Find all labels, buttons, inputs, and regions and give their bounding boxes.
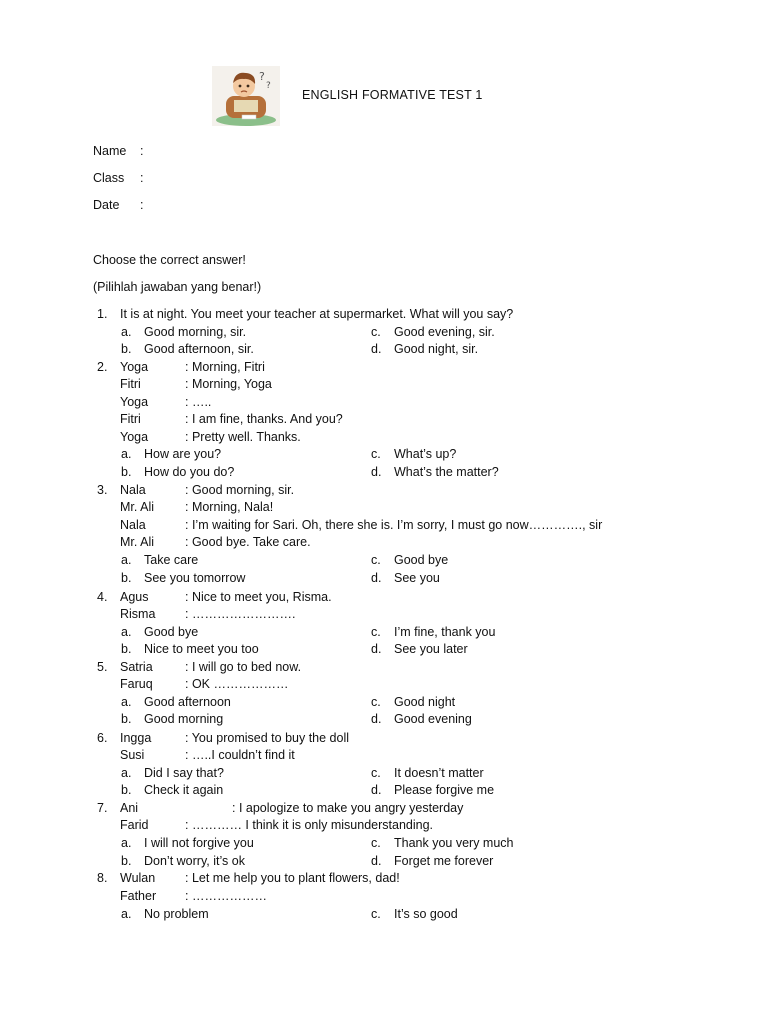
class-colon: : [140,171,144,185]
dialog-line: : …..I couldn’t find it [185,748,295,762]
dialog-speaker: Faruq [120,677,153,691]
dialog-line: : Good morning, sir. [185,483,295,497]
dialog-speaker: Agus [120,590,149,604]
dialog-line: : I’m waiting for Sari. Oh, there she is. I’m sorry, I must go now…………., sir [185,518,603,532]
dialog-speaker: Nala [120,483,146,497]
dialog-line: : Morning, Nala! [185,500,274,514]
option-b[interactable]: b. Check it again [121,783,224,797]
svg-text:?: ? [259,70,265,83]
date-colon: : [140,198,144,212]
class-label: Class [93,171,125,185]
question-number: 5. [97,660,108,674]
option-d[interactable]: d. Good night, sir. [371,342,479,356]
dialog-line: : Nice to meet you, Risma. [185,590,332,604]
dialog-line: : OK ……………… [185,677,289,691]
dialog-speaker: Mr. Ali [120,535,155,549]
date-label: Date [93,198,120,212]
date-field[interactable] [93,198,143,212]
dialog-line: : ……………… [185,889,267,903]
dialog-speaker: Father [120,889,157,903]
option-a[interactable]: a. I will not forgive you [121,836,254,850]
option-b[interactable]: b. How do you do? [121,465,235,479]
dialog-speaker: Mr. Ali [120,500,155,514]
dialog-speaker: Risma [120,607,156,621]
dialog-line: : ……………………. [185,607,296,621]
question-number: 4. [97,590,108,604]
class-field[interactable] [93,171,143,185]
dialog-line: : Morning, Fitri [185,360,265,374]
dialog-speaker: Susi [120,748,145,762]
option-d[interactable]: d. See you [371,571,440,585]
dialog-line: : I am fine, thanks. And you? [185,412,343,426]
option-c[interactable]: c. Good bye [371,553,449,567]
option-a[interactable]: a. Good morning, sir. [121,325,247,339]
dialog-speaker: Farid [120,818,149,832]
dialog-speaker: Fitri [120,377,141,391]
question-number: 6. [97,731,108,745]
dialog-line: : Good bye. Take care. [185,535,311,549]
dialog-speaker: Satria [120,660,153,674]
name-field[interactable] [93,144,143,158]
dialog-line: : Pretty well. Thanks. [185,430,301,444]
option-b[interactable]: b. See you tomorrow [121,571,246,585]
dialog-line: : Let me help you to plant flowers, dad! [185,871,400,885]
option-c[interactable]: c. Good evening, sir. [371,325,495,339]
option-c[interactable]: c. Thank you very much [371,836,514,850]
option-d[interactable]: d. Good evening [371,712,472,726]
instruction-en: Choose the correct answer! [93,253,246,267]
thinking-student-illustration [212,66,280,126]
dialog-speaker: Nala [120,518,146,532]
dialog-speaker: Wulan [120,871,156,885]
dialog-line: : ….. [185,395,212,409]
dialog-speaker: Ani [120,801,139,815]
question-number: 1. [97,307,108,321]
question-prompt: It is at night. You meet your teacher at supermarket. What will you say? [120,307,514,321]
option-c[interactable]: c. I’m fine, thank you [371,625,496,639]
dialog-line: : I will go to bed now. [185,660,302,674]
option-a[interactable]: a. Good bye [121,625,199,639]
option-b[interactable]: b. Don’t worry, it’s ok [121,854,245,868]
dialog-line: : You promised to buy the doll [185,731,350,745]
option-b[interactable]: b. Good afternoon, sir. [121,342,254,356]
option-b[interactable]: b. Good morning [121,712,224,726]
dialog-speaker: Yoga [120,430,149,444]
instruction-id: (Pilihlah jawaban yang benar!) [93,280,262,294]
name-label: Name [93,144,127,158]
dialog-speaker: Ingga [120,731,152,745]
dialog-speaker: Yoga [120,395,149,409]
option-c[interactable]: c. What’s up? [371,447,457,461]
option-d[interactable]: d. What’s the matter? [371,465,499,479]
option-c[interactable]: c. Good night [371,695,456,709]
option-a[interactable]: a. Take care [121,553,199,567]
option-b[interactable]: b. Nice to meet you too [121,642,259,656]
option-a[interactable]: a. Did I say that? [121,766,224,780]
option-d[interactable]: d. Forget me forever [371,854,494,868]
question-number: 8. [97,871,108,885]
option-a[interactable]: a. How are you? [121,447,222,461]
question-number: 3. [97,483,108,497]
test-title: ENGLISH FORMATIVE TEST 1 [302,88,483,102]
dialog-line: : ………… I think it is only misunderstanding. [185,818,434,832]
option-d[interactable]: d. See you later [371,642,468,656]
option-c[interactable]: c. It doesn’t matter [371,766,484,780]
question-number: 2. [97,360,108,374]
option-a[interactable]: a. Good afternoon [121,695,231,709]
dialog-speaker: Yoga [120,360,149,374]
svg-text:?: ? [266,81,271,91]
dialog-speaker: Fitri [120,412,141,426]
name-colon: : [140,144,144,158]
dialog-line: : I apologize to make you angry yesterday [232,801,464,815]
option-a[interactable]: a. No problem [121,907,209,921]
question-number: 7. [97,801,108,815]
dialog-line: : Morning, Yoga [185,377,272,391]
option-d[interactable]: d. Please forgive me [371,783,495,797]
option-c[interactable]: c. It’s so good [371,907,458,921]
